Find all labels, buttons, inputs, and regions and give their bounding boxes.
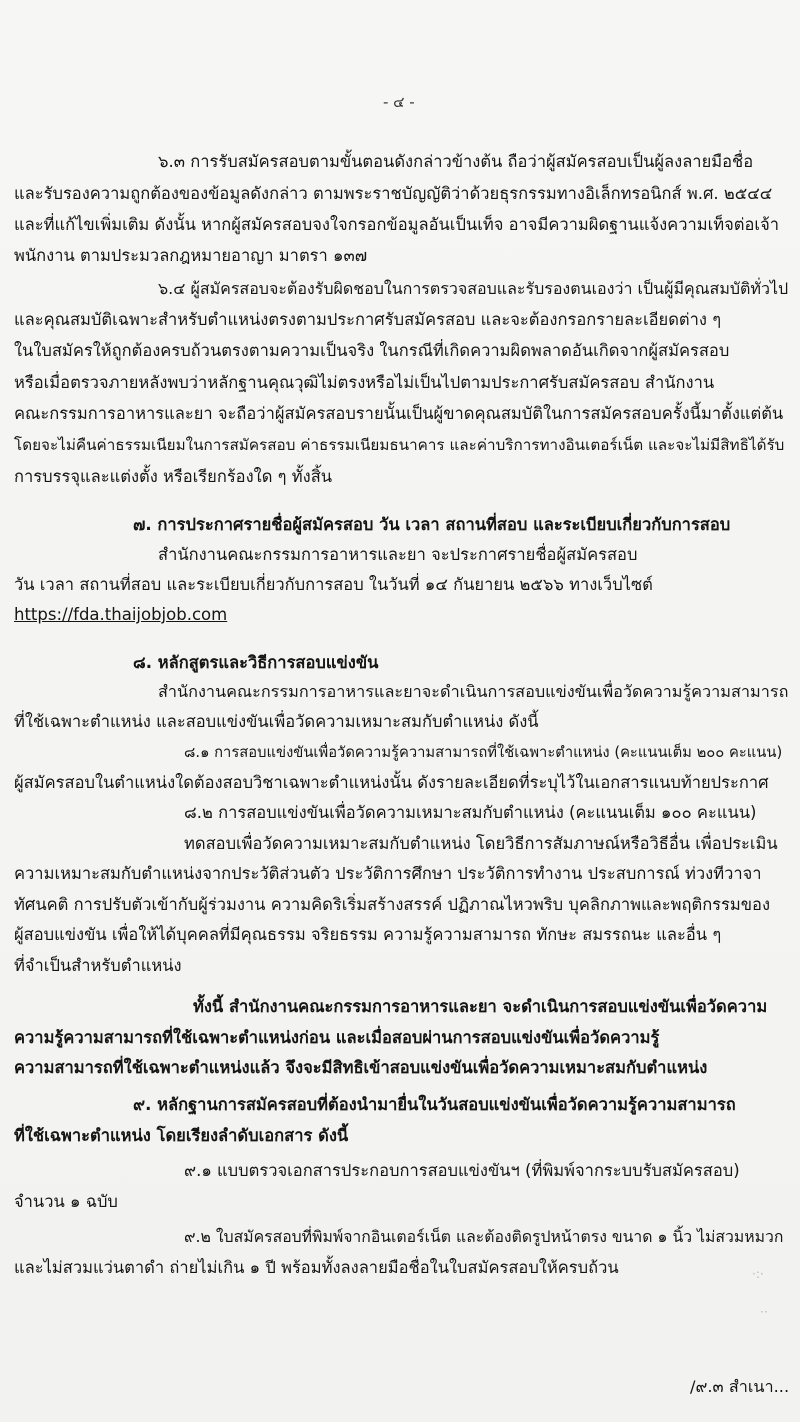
paragraph-6-4-line: ๖.๔ ผู้สมัครสอบจะต้องรับผิดชอบในการตรวจสอบและรับรองตนเองว่า เป็นผู้มีคุณสมบัติทั่วไป: [158, 279, 789, 298]
subsection-9-2-line: และไม่สวมแว่นตาดำ ถ่ายไม่เกิน ๑ ปี พร้อมทั้งลงลายมือชื่อในใบสมัครสอบให้ครบถ้วน: [14, 1258, 619, 1277]
section-8-heading: ๘. หลักสูตรและวิธีการสอบแข่งขัน: [133, 653, 379, 672]
scan-artifact: ·:·: [752, 1267, 764, 1281]
paragraph-6-4-line: โดยจะไม่คืนค่าธรรมเนียมในการสมัครสอบ ค่าธรรมเนียมธนาคาร และค่าบริการทางอินเตอร์เน็ต และจะไม่มีสิทธิได้รับ: [14, 436, 785, 454]
note-line: ทั้งนี้ สำนักงานคณะกรรมการอาหารและยา จะดำเนินการสอบแข่งขันเพื่อวัดความ: [193, 997, 768, 1016]
section-8-line: สำนักงานคณะกรรมการอาหารและยาจะดำเนินการสอบแข่งขันเพื่อวัดความรู้ความสามารถ: [158, 682, 789, 701]
paragraph-6-3-line: พนักงาน ตามประมวลกฎหมายอาญา มาตรา ๑๓๗: [14, 246, 368, 265]
section-8-line: ที่ใช้เฉพาะตำแหน่ง และสอบแข่งขันเพื่อวัดความเหมาะสมกับตำแหน่ง ดังนี้: [14, 712, 539, 731]
paragraph-6-4-line: ในใบสมัครให้ถูกต้องครบถ้วนตรงตามความเป็นจริง ในกรณีที่เกิดความผิดพลาดอันเกิดจากผู้สมัครสอบ: [14, 341, 730, 360]
section-7-heading: ๗. การประกาศรายชื่อผู้สมัครสอบ วัน เวลา สถานที่สอบ และระเบียบเกี่ยวกับการสอบ: [133, 515, 731, 534]
section-9-heading: ๙. หลักฐานการสมัครสอบที่ต้องนำมายื่นในวันสอบแข่งขันเพื่อวัดความรู้ความสามารถ: [133, 1095, 736, 1114]
note-line: ความสามารถที่ใช้เฉพาะตำแหน่งแล้ว จึงจะมีสิทธิเข้าสอบแข่งขันเพื่อวัดความเหมาะสมกับตำแหน่ง: [14, 1058, 708, 1077]
subsection-8-2-line: ความเหมาะสมกับตำแหน่งจากประวัติส่วนตัว ประวัติการศึกษา ประวัติการทำงาน ประสบการณ์ ท่วงทีวาจา: [14, 864, 762, 883]
section-7-line: วัน เวลา สถานที่สอบ และระเบียบเกี่ยวกับการสอบ ในวันที่ ๑๔ กันยายน ๒๕๖๖ ทางเว็บไซต์: [14, 575, 653, 594]
subsection-8-2-line: ทดสอบเพื่อวัดความเหมาะสมกับตำแหน่ง โดยวิธีการสัมภาษณ์หรือวิธีอื่น เพื่อประเมิน: [184, 834, 778, 853]
website-link[interactable]: https://fda.thaijobjob.com: [14, 605, 228, 624]
subsection-9-2-line: ๙.๒ ใบสมัครสอบที่พิมพ์จากอินเตอร์เน็ต และต้องติดรูปหน้าตรง ขนาด ๑ นิ้ว ไม่สวมหมวก: [184, 1227, 784, 1246]
subsection-8-2-line: ๘.๒ การสอบแข่งขันเพื่อวัดความเหมาะสมกับตำแหน่ง (คะแนนเต็ม ๑๐๐ คะแนน): [184, 803, 757, 822]
subsection-8-2-line: ที่จำเป็นสำหรับตำแหน่ง: [14, 956, 182, 975]
section-9-heading: ที่ใช้เฉพาะตำแหน่ง โดยเรียงลำดับเอกสาร ดังนี้: [14, 1126, 349, 1145]
subsection-9-1-line: จำนวน ๑ ฉบับ: [14, 1192, 118, 1211]
subsection-8-1-line: ๘.๑ การสอบแข่งขันเพื่อวัดความรู้ความสามารถที่ใช้เฉพาะตำแหน่ง (คะแนนเต็ม ๒๐๐ คะแนน): [184, 744, 783, 761]
subsection-8-2-line: ทัศนคติ การปรับตัวเข้ากับผู้ร่วมงาน ความคิดริเริ่มสร้างสรรค์ ปฏิภาณไหวพริบ บุคลิกภาพและพฤติกรรมของ: [14, 895, 771, 914]
paragraph-6-4-line: คณะกรรมการอาหารและยา จะถือว่าผู้สมัครสอบรายนั้นเป็นผู้ขาดคุณสมบัติในการสมัครสอบครั้งนี้มาตั้งแต่ต้น: [14, 404, 784, 423]
continuation-marker: /๙.๓ สำเนา...: [690, 1377, 790, 1396]
paragraph-6-4-line: และคุณสมบัติเฉพาะสำหรับตำแหน่งตรงตามประกาศรับสมัครสอบ และจะต้องกรอกรายละเอียดต่าง ๆ: [14, 310, 722, 329]
subsection-8-2-line: ผู้สอบแข่งขัน เพื่อให้ได้บุคคลที่มีคุณธรรม จริยธรรม ความรู้ความสามารถ ทักษะ สมรรถนะ และอื่น ๆ: [14, 925, 722, 944]
paragraph-6-3-line: และรับรองความถูกต้องของข้อมูลดังกล่าว ตามพระราชบัญญัติว่าด้วยธุรกรรมทางอิเล็กทรอนิกส์ พ.ศ. ๒๕๔๔: [14, 184, 773, 203]
subsection-9-1-line: ๙.๑ แบบตรวจเอกสารประกอบการสอบแข่งขันฯ (ที่พิมพ์จากระบบรับสมัครสอบ): [184, 1161, 740, 1180]
subsection-8-1-line: ผู้สมัครสอบในตำแหน่งใดต้องสอบวิชาเฉพาะตำแหน่งนั้น ดังรายละเอียดที่ระบุไว้ในเอกสารแนบท้ายประกาศ: [14, 773, 769, 792]
paragraph-6-4-line: หรือเมื่อตรวจภายหลังพบว่าหลักฐานคุณวุฒิไม่ตรงหรือไม่เป็นไปตามประกาศรับสมัครสอบ สำนักงาน: [14, 373, 715, 392]
scan-artifact: ··: [760, 1305, 768, 1319]
paragraph-6-3-line: และที่แก้ไขเพิ่มเติม ดังนั้น หากผู้สมัครสอบจงใจกรอกข้อมูลอันเป็นเท็จ อาจมีความผิดฐานแจ้งความเท็จต่อเจ้า: [14, 215, 780, 234]
paragraph-6-3-line: ๖.๓ การรับสมัครสอบตามขั้นตอนดังกล่าวข้างต้น ถือว่าผู้สมัครสอบเป็นผู้ลงลายมือชื่อ: [158, 152, 754, 171]
note-line: ความรู้ความสามารถที่ใช้เฉพาะตำแหน่งก่อน และเมื่อสอบผ่านการสอบแข่งขันเพื่อวัดความรู้: [14, 1028, 660, 1047]
paragraph-6-4-line: การบรรจุและแต่งตั้ง หรือเรียกร้องใด ๆ ทั้งสิ้น: [14, 467, 333, 486]
page-number: - ๔ -: [383, 93, 415, 111]
section-7-line: สำนักงานคณะกรรมการอาหารและยา จะประกาศรายชื่อผู้สมัครสอบ: [158, 545, 638, 564]
